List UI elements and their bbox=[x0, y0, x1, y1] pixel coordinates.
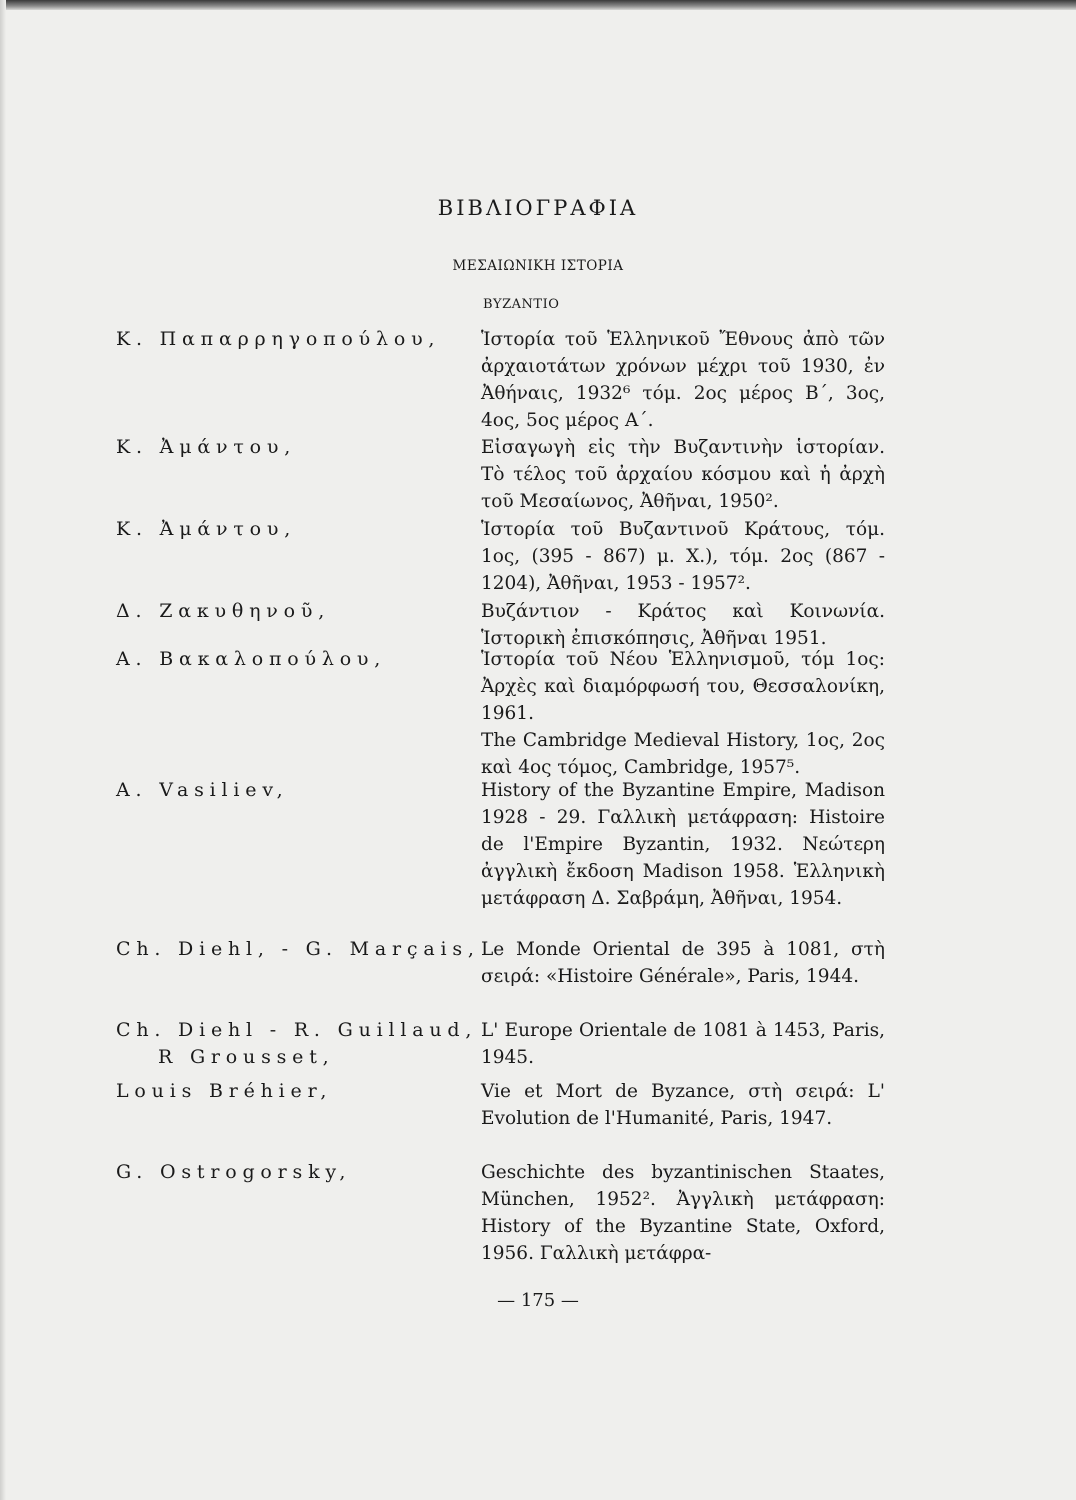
entry-author: G. Ostrogorsky, bbox=[116, 1161, 352, 1183]
entry-work: Ἱστορία τοῦ Νέου Ἑλληνισμοῦ, τόμ 1ος: Ἀρχὲς καὶ διαμόρφωσή του, Θεσσαλονίκη, 1961. bbox=[481, 649, 885, 724]
entry-work: Ἱστορία τοῦ Ἑλληνικοῦ Ἔθνους ἀπὸ τῶν ἀρχαιοτάτων χρόνων μέχρι τοῦ 1930, ἐν Ἀθήναις, 1932⁶ τόμ. 2ος μέρος Β΄, 3ος, 4ος, 5ος μέρος Α΄. bbox=[481, 329, 885, 431]
entry-work: The Cambridge Medieval History, 1ος, 2ος καὶ 4ος τόμος, Cambridge, 1957⁵. bbox=[481, 730, 885, 778]
entry-work: Ἱστορία τοῦ Βυζαντινοῦ Κράτους, τόμ. 1ος, (395 - 867) μ. Χ.), τόμ. 2ος (867 - 1204), Ἀθῆναι, 1953 - 1957². bbox=[481, 519, 885, 594]
scan-top-edge bbox=[0, 0, 1076, 10]
section-heading: ΒΥΖΑΝΤΙΟ bbox=[483, 297, 560, 312]
entry-author: Δ. Ζακυθηνοῦ, bbox=[116, 600, 331, 622]
entry-author: Ch. Diehl, - G. Marçais, bbox=[116, 938, 480, 960]
entry-work: L' Europe Orientale de 1081 à 1453, Paris, 1945. bbox=[481, 1020, 885, 1068]
page-number: — 175 — bbox=[497, 1290, 579, 1311]
entry-author-continued: R Grousset, bbox=[158, 1046, 335, 1068]
entry-work: History of the Byzantine Empire, Madison 1928 - 29. Γαλλικὴ μετάφραση: Histoire de l'Empire Byzantin, 1932. Νεώτερη ἀγγλικὴ ἔκδοση Madison 1958. Ἑλληνικὴ μετάφραση Δ. Σαβράμη, Ἀθῆναι, 1954. bbox=[481, 780, 885, 909]
entry-author: Α. Βακαλοπούλου, bbox=[116, 648, 387, 670]
entry-author: Ch. Diehl - R. Guillaud, bbox=[116, 1019, 478, 1041]
entry-work: Βυζάντιον - Κράτος καὶ Κοινωνία. Ἱστορικὴ ἐπισκόπησις, Ἀθῆναι 1951. bbox=[481, 601, 885, 649]
entry-author: Κ. Ἀμάντου, bbox=[116, 518, 297, 540]
entry-work: Geschichte des byzantinischen Staates, München, 1952². Ἀγγλικὴ μετάφραση: History of the Byzantine State, Oxford, 1956. Γαλλικὴ μετάφρα- bbox=[481, 1162, 885, 1264]
entry-work: Vie et Mort de Byzance, στὴ σειρά: L' Evolution de l'Humanité, Paris, 1947. bbox=[481, 1081, 885, 1129]
entry-author: Κ. Ἀμάντου, bbox=[116, 436, 297, 458]
entry-author: Α. Vasiliev, bbox=[116, 779, 289, 801]
scan-left-edge bbox=[0, 0, 6, 1500]
entry-author: Louis Bréhier, bbox=[116, 1080, 333, 1102]
entry-work: Le Monde Oriental de 395 à 1081, στὴ σειρά: «Histoire Générale», Paris, 1944. bbox=[481, 939, 885, 987]
entry-author: Κ. Παπαρρηγοπούλου, bbox=[116, 328, 441, 350]
entry-work: Εἰσαγωγὴ εἰς τὴν Βυζαντινὴν ἱστορίαν. Τὸ τέλος τοῦ ἀρχαίου κόσμου καὶ ἡ ἀρχὴ τοῦ Μεσαίωνος, Ἀθῆναι, 1950². bbox=[481, 437, 885, 512]
page-subtitle: ΜΕΣΑΙΩΝΙΚΗ ΙΣΤΟΡΙΑ bbox=[452, 258, 624, 274]
page-title: ΒΙΒΛΙΟΓΡΑΦΙΑ bbox=[437, 196, 639, 220]
